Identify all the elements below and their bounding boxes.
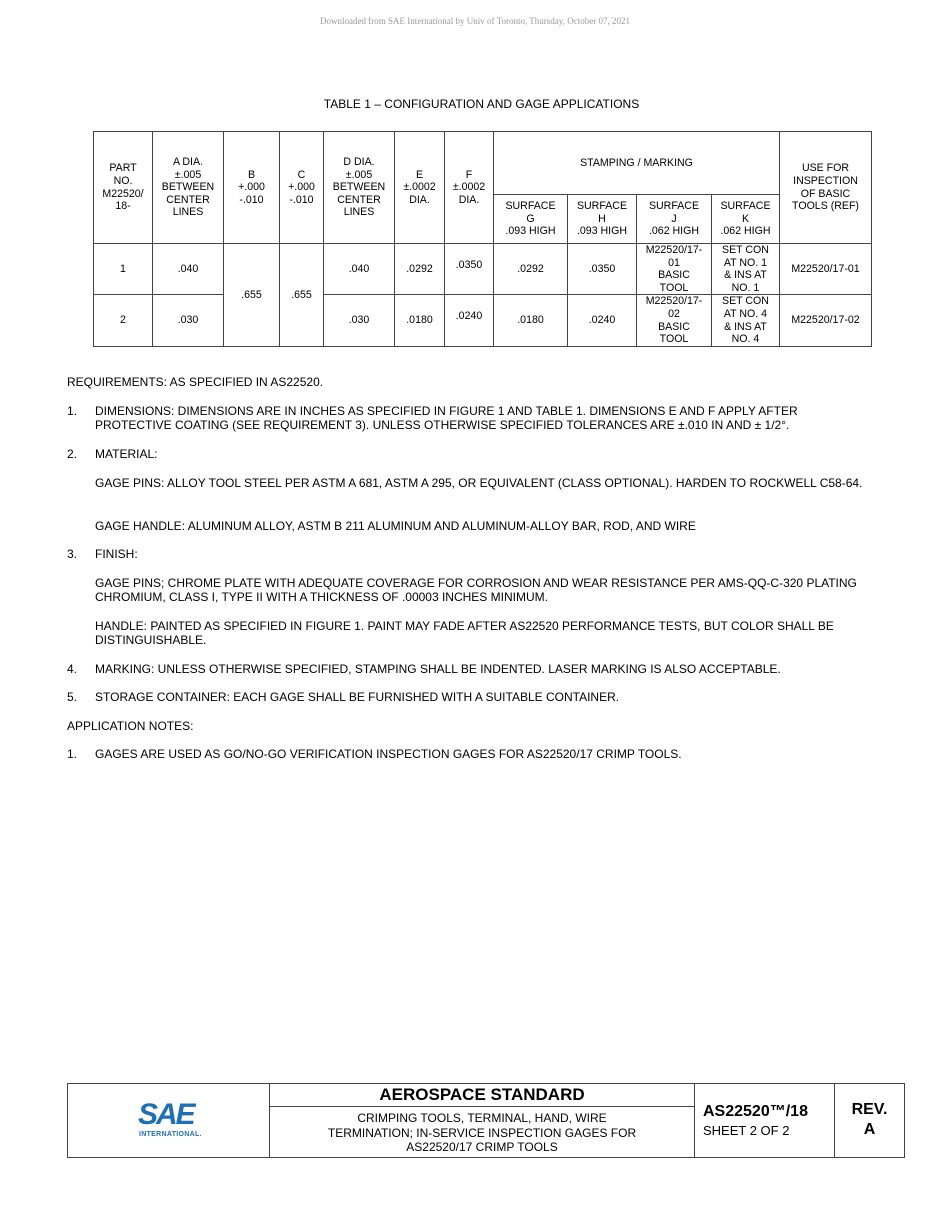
item-number: 3.: [67, 547, 78, 561]
header-f: F ±.0002 DIA.: [445, 132, 494, 244]
application-notes-heading: APPLICATION NOTES:: [67, 719, 194, 733]
header-c: C +.000 -.010: [280, 132, 324, 244]
header-stamping-marking: STAMPING / MARKING: [494, 132, 780, 195]
cell-k: SET CON AT NO. 4 & INS AT NO. 4: [712, 295, 780, 346]
cell-use: M22520/17-01: [780, 244, 872, 295]
header-use-for: USE FOR INSPECTION OF BASIC TOOLS (REF): [780, 132, 872, 244]
table-row: [94, 295, 872, 346]
item-text: DIMENSIONS: DIMENSIONS ARE IN INCHES AS SPECIFIED IN FIGURE 1 AND TABLE 1. DIMENSIONS E AND F APPLY AFTER PROTECTIVE COATING (SEE REQUIREMENT 3). UNLESS OTHERWISE SPECIFIED TOLERANCES ARE ±.010 IN AND ± 1/2°.: [95, 404, 798, 432]
table-header-row: [94, 132, 872, 195]
cell-h: .0350: [568, 244, 637, 295]
header-a-dia: A DIA. ±.005 BETWEEN CENTER LINES: [153, 132, 224, 244]
revision-cell: [835, 1084, 904, 1157]
table-title: TABLE 1 – CONFIGURATION AND GAGE APPLICATIONS: [323, 97, 640, 111]
item-number: 2.: [67, 447, 78, 461]
item-text: MATERIAL:: [95, 447, 158, 461]
item-text: STORAGE CONTAINER: EACH GAGE SHALL BE FURNISHED WITH A SUITABLE CONTAINER.: [95, 690, 620, 704]
item-text: GAGE PINS: ALLOY TOOL STEEL PER ASTM A 681, ASTM A 295, OR EQUIVALENT (CLASS OPTIONAL). HARDEN TO ROCKWELL C58-64.: [95, 476, 863, 490]
cell-f: [445, 244, 494, 295]
cell-f-value: .0350: [455, 258, 483, 271]
cell-j: M22520/17- 02 BASIC TOOL: [637, 295, 712, 346]
cell-c-shared: .655: [280, 244, 324, 347]
item-number: 1.: [67, 747, 78, 761]
header-surface-h: SURFACE H .093 HIGH: [568, 195, 637, 244]
header-surface-j: SURFACE J .062 HIGH: [637, 195, 712, 244]
header-e: E ±.0002 DIA.: [395, 132, 445, 244]
cell-h: .0240: [568, 295, 637, 346]
header-b: B +.000 -.010: [224, 132, 280, 244]
cell-b-shared: .655: [224, 244, 280, 347]
item-number: 5.: [67, 690, 78, 704]
aerospace-standard-heading: AEROSPACE STANDARD: [270, 1084, 694, 1107]
cell-f-value: .0240: [455, 310, 483, 323]
item-number: 1.: [67, 404, 78, 418]
cell-g: .0292: [494, 244, 568, 295]
item-text: GAGES ARE USED AS GO/NO-GO VERIFICATION INSPECTION GAGES FOR AS22520/17 CRIMP TOOLS.: [95, 747, 682, 761]
cell-d: .030: [324, 295, 395, 346]
logo-cell: [68, 1084, 270, 1157]
item-text: HANDLE: PAINTED AS SPECIFIED IN FIGURE 1. PAINT MAY FADE AFTER AS22520 PERFORMANCE TESTS, BUT COLOR SHALL BE DISTINGUISHABLE.: [95, 619, 834, 647]
standard-number: AS22520™/18: [703, 1103, 808, 1120]
item-text: MARKING: UNLESS OTHERWISE SPECIFIED, STAMPING SHALL BE INDENTED. LASER MARKING IS ALSO ACCEPTABLE.: [95, 662, 781, 676]
header-part-no: PART NO. M22520/ 18-: [94, 132, 153, 244]
cell-k: SET CON AT NO. 1 & INS AT NO. 1: [712, 244, 780, 295]
cell-e: .0292: [395, 244, 445, 295]
requirements-heading: REQUIREMENTS: AS SPECIFIED IN AS22520.: [67, 375, 324, 389]
standard-cell: [695, 1084, 835, 1157]
cell-a: .030: [153, 295, 224, 346]
cell-f: [445, 295, 494, 346]
cell-part: 2: [94, 295, 153, 346]
cell-d: .040: [324, 244, 395, 295]
cell-part: 1: [94, 244, 153, 295]
revision-label: REV. A: [851, 1101, 888, 1138]
item-number: 4.: [67, 662, 78, 676]
header-surface-g: SURFACE G .093 HIGH: [494, 195, 568, 244]
table-row: [94, 244, 872, 295]
sae-logo-mark: SAE: [138, 1098, 194, 1131]
sheet-number: SHEET 2 OF 2: [703, 1123, 790, 1138]
item-text: FINISH:: [95, 547, 138, 561]
title-block: [67, 1083, 905, 1158]
title-cell: [270, 1084, 695, 1157]
document-description: CRIMPING TOOLS, TERMINAL, HAND, WIRE TERMINATION; IN-SERVICE INSPECTION GAGES FOR AS22520/17 CRIMP TOOLS: [327, 1111, 637, 1154]
item-text: GAGE HANDLE: ALUMINUM ALLOY, ASTM B 211 ALUMINUM AND ALUMINUM-ALLOY BAR, ROD, AND WIRE: [95, 519, 696, 533]
download-watermark: Downloaded from SAE International by Univ of Toronto, Thursday, October 07, 2021: [320, 16, 630, 26]
header-d-dia: D DIA. ±.005 BETWEEN CENTER LINES: [324, 132, 395, 244]
cell-use: M22520/17-02: [780, 295, 872, 346]
sae-logo-sub: INTERNATIONAL.: [139, 1131, 202, 1138]
header-surface-k: SURFACE K .062 HIGH: [712, 195, 780, 244]
sae-logo: [136, 1100, 208, 1144]
cell-j: M22520/17- 01 BASIC TOOL: [637, 244, 712, 295]
cell-e: .0180: [395, 295, 445, 346]
cell-g: .0180: [494, 295, 568, 346]
cell-a: .040: [153, 244, 224, 295]
item-text: GAGE PINS; CHROME PLATE WITH ADEQUATE COVERAGE FOR CORROSION AND WEAR RESISTANCE PER AMS-QQ-C-320 PLATING CHROMIUM, CLASS I, TYPE II WITH A THICKNESS OF .00003 INCHES MINIMUM.: [95, 576, 857, 604]
configuration-table: [93, 131, 872, 347]
